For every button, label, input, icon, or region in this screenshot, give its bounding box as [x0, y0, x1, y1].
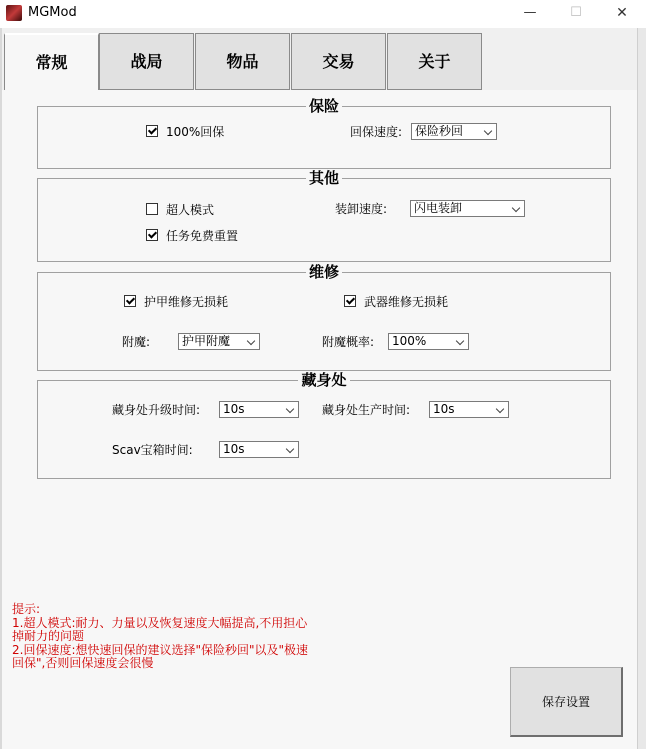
enchant-rate-value: 100%: [392, 334, 427, 348]
tab-trade[interactable]: 交易: [291, 33, 386, 90]
production-time-select[interactable]: [429, 401, 509, 418]
production-time-label: 藏身处生产时间:: [322, 403, 411, 417]
chevron-down-icon: [484, 127, 492, 135]
checkbox-checked-icon[interactable]: [344, 295, 356, 307]
enchant-rate-select[interactable]: [388, 333, 469, 350]
free-task-reset-checkbox[interactable]: [146, 229, 238, 243]
hideout-group-title: 藏身处: [298, 371, 349, 389]
checkbox-checked-icon[interactable]: [124, 295, 136, 307]
repair-group: [37, 263, 611, 371]
chevron-down-icon: [286, 445, 294, 453]
return-speed-label: 回保速度:: [350, 125, 403, 139]
tab-match[interactable]: 战局: [99, 33, 194, 90]
other-group: [37, 169, 611, 262]
weapon-no-loss-checkbox[interactable]: [344, 295, 448, 309]
tab-items[interactable]: 物品: [195, 33, 290, 90]
upgrade-time-value: 10s: [223, 402, 245, 416]
return-speed-value: 保险秒回: [415, 124, 464, 138]
tab-about[interactable]: 关于: [387, 33, 482, 90]
hint-line: 回保",否则回保速度会很慢: [12, 656, 154, 670]
scav-box-label: Scav宝箱时间:: [112, 443, 193, 457]
armor-no-loss-label: 护甲维修无损耗: [144, 295, 229, 309]
upgrade-time-label: 藏身处升级时间:: [112, 403, 201, 417]
window-title: MGMod: [28, 5, 77, 20]
maximize-button[interactable]: ☐: [570, 5, 582, 20]
superman-label: 超人模式: [166, 203, 215, 217]
production-time-value: 10s: [433, 402, 455, 416]
minimize-button[interactable]: —: [523, 5, 537, 20]
free-task-reset-label: 任务免费重置: [166, 229, 239, 243]
instant-return-checkbox[interactable]: [146, 125, 224, 139]
window-frame-right: [637, 28, 646, 749]
checkbox-checked-icon[interactable]: [146, 229, 158, 241]
instant-return-label: 100%回保: [166, 125, 225, 139]
app-icon: [6, 5, 22, 21]
checkbox-unchecked-icon[interactable]: [146, 203, 158, 215]
repair-group-title: 维修: [306, 263, 342, 281]
return-speed-select[interactable]: [411, 123, 497, 140]
enchant-label: 附魔:: [122, 335, 151, 349]
chevron-down-icon: [247, 337, 255, 345]
hideout-group: [37, 371, 611, 479]
hint-line: 1.超人模式:耐力、力量以及恢复速度大幅提高,不用担心: [12, 615, 308, 630]
enchant-value: 护甲附魔: [182, 334, 231, 348]
load-speed-label: 装卸速度:: [335, 202, 388, 216]
scav-box-value: 10s: [223, 442, 245, 456]
hint-line: 2.回保速度:想快速回保的建议选择"保险秒回"以及"极速: [12, 642, 309, 657]
enchant-rate-label: 附魔概率:: [322, 335, 375, 349]
tab-general[interactable]: 常规: [4, 33, 99, 90]
hint-text: [12, 603, 372, 671]
enchant-select[interactable]: [178, 333, 260, 350]
chevron-down-icon: [496, 405, 504, 413]
load-speed-value: 闪电装卸: [414, 201, 463, 215]
scav-box-select[interactable]: [219, 441, 299, 458]
save-settings-button[interactable]: 保存设置: [510, 667, 623, 737]
insurance-group-title: 保险: [306, 97, 342, 115]
other-group-title: 其他: [306, 169, 342, 187]
chevron-down-icon: [512, 204, 520, 212]
chevron-down-icon: [286, 405, 294, 413]
title-bar: [0, 0, 646, 28]
chevron-down-icon: [456, 337, 464, 345]
hint-heading: 提示:: [12, 602, 41, 616]
weapon-no-loss-label: 武器维修无损耗: [364, 295, 449, 309]
checkbox-checked-icon[interactable]: [146, 125, 158, 137]
superman-checkbox[interactable]: [146, 203, 214, 217]
insurance-group: [37, 97, 611, 169]
hint-line: 掉耐力的问题: [12, 629, 85, 643]
close-button[interactable]: ✕: [616, 5, 628, 21]
upgrade-time-select[interactable]: [219, 401, 299, 418]
armor-no-loss-checkbox[interactable]: [124, 295, 228, 309]
load-speed-select[interactable]: [410, 200, 525, 217]
